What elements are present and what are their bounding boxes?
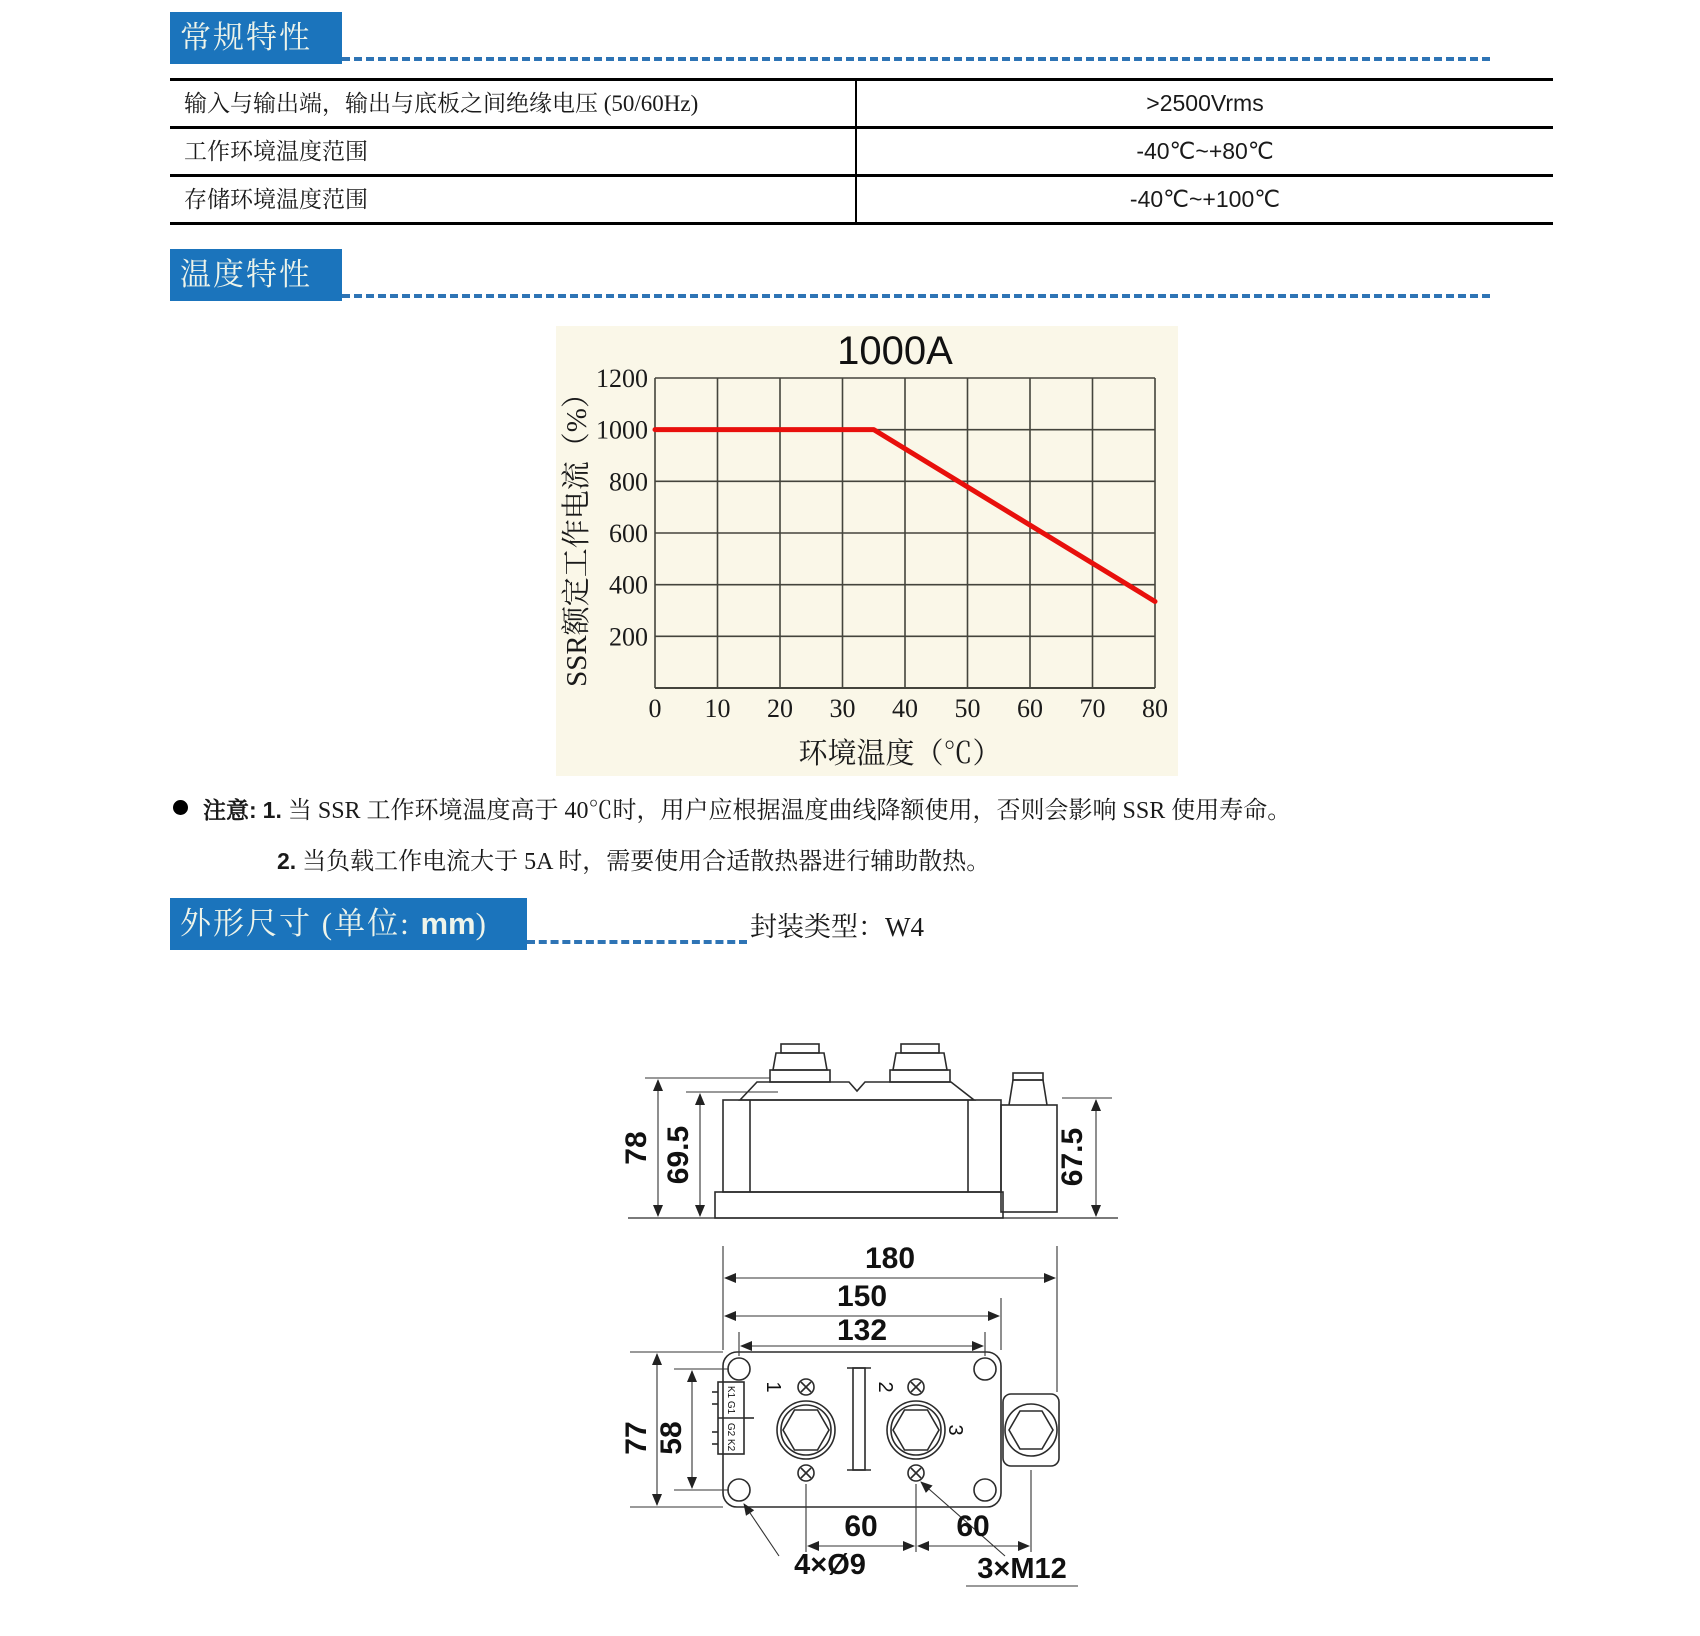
x-tick-label: 80 — [1142, 694, 1168, 723]
baseplate — [715, 1192, 1003, 1218]
y-tick-label: 800 — [609, 467, 648, 497]
screw-icon — [908, 1379, 924, 1395]
terminal-number-1: 1 — [762, 1381, 784, 1393]
connector-pin-labels-bottom: G2 K2 — [725, 1422, 736, 1452]
dim-total-width: 180 — [864, 1242, 916, 1275]
bullet-icon — [173, 800, 188, 815]
terminal-hex-1 — [777, 1379, 835, 1481]
dimensions-unit: mm — [420, 906, 476, 941]
spec-label: 存储环境温度范围 — [170, 177, 857, 222]
leader-mounting-holes — [744, 1504, 779, 1556]
spec-value: >2500Vrms — [1146, 90, 1264, 116]
note-number: 1. — [262, 797, 282, 823]
dim-total-depth: 77 — [620, 1421, 653, 1455]
terminal-stud-side-1 — [770, 1044, 830, 1082]
table-row — [170, 129, 1553, 177]
mounting-hole — [974, 1358, 996, 1380]
dim-body-height: 69.5 — [662, 1125, 695, 1185]
spec-label: 工作环境温度范围 — [170, 129, 857, 174]
terminal-barrier — [847, 1368, 871, 1470]
mounting-hole — [974, 1479, 996, 1501]
x-tick-label: 50 — [954, 694, 981, 723]
terminal-studs-label: 3×M12 — [977, 1553, 1067, 1585]
note-number: 2. — [277, 848, 297, 874]
housing-lid — [740, 1082, 974, 1100]
spec-value: -40℃~+100℃ — [1129, 186, 1281, 212]
section-header-temperature — [170, 249, 342, 301]
dim-hole-pitch-y: 58 — [655, 1421, 688, 1455]
table-row — [170, 177, 1553, 225]
x-tick-label: 10 — [704, 694, 731, 723]
y-tick-label: 1000 — [596, 415, 648, 445]
terminal-stud-side-3 — [1009, 1073, 1047, 1105]
note-line-1 — [203, 790, 1291, 825]
dim-terminal-pitch-2: 60 — [956, 1510, 990, 1543]
dim-terminal-pitch-1: 60 — [844, 1510, 878, 1543]
x-tick-label: 60 — [1017, 694, 1043, 723]
header-underline-temperature — [342, 294, 1490, 298]
spec-label: 输入与输出端，输出与底板之间绝缘电压 (50/60Hz) — [170, 81, 857, 126]
outline-drawing — [560, 1020, 1260, 1636]
section-title-general: 常规特性 — [180, 20, 312, 55]
dim-body-width: 150 — [836, 1280, 888, 1313]
y-axis-label: SSR额定工作电流（%） — [561, 379, 593, 687]
derating-chart — [556, 326, 1178, 776]
note-label: 注意: — [203, 797, 257, 823]
x-tick-label: 70 — [1079, 694, 1106, 723]
dim-right-height: 67.5 — [1056, 1127, 1089, 1187]
x-tick-label: 0 — [648, 694, 662, 723]
note-text: 当 SSR 工作环境温度高于 40℃时，用户应根据温度曲线降额使用，否则会影响 SSR 使用寿命。 — [287, 798, 1292, 824]
section-title-temperature: 温度特性 — [180, 257, 312, 292]
package-type-label: 封装类型：W4 — [750, 912, 924, 942]
terminal-stud-side-2 — [890, 1044, 950, 1082]
terminal-hex-3 — [1003, 1394, 1059, 1466]
chart-title: 1000A — [837, 329, 953, 373]
y-tick-label: 600 — [609, 519, 648, 548]
table-row — [170, 81, 1553, 129]
x-tick-label: 30 — [829, 694, 856, 723]
header-underline-dimensions — [527, 940, 747, 944]
spec-value: -40℃~+80℃ — [1136, 138, 1274, 164]
screw-icon — [798, 1379, 814, 1395]
section-header-dimensions — [170, 898, 527, 950]
y-tick-label: 1200 — [596, 364, 648, 393]
header-underline-general — [342, 57, 1490, 61]
screw-icon — [798, 1465, 814, 1481]
terminal-number-2: 2 — [874, 1381, 896, 1393]
housing-body — [723, 1100, 1001, 1192]
dim-hole-pitch-x: 132 — [836, 1314, 888, 1347]
top-view — [712, 1352, 1059, 1507]
section-header-general — [170, 12, 342, 64]
dimensions-suffix: ) — [475, 906, 488, 941]
mounting-hole — [728, 1358, 750, 1380]
spec-table — [170, 78, 1553, 225]
side-view — [628, 1044, 1118, 1218]
mounting-hole — [728, 1479, 750, 1501]
x-axis-label: 环境温度（℃） — [798, 738, 1002, 770]
screw-icon — [908, 1465, 924, 1481]
section-title-dimensions: 外形尺寸 (单位: — [180, 906, 421, 941]
mounting-holes-label: 4×Ø9 — [794, 1549, 866, 1581]
terminal-hex-2 — [887, 1379, 945, 1481]
dim-total-height: 78 — [620, 1131, 653, 1165]
note-line-2 — [277, 841, 990, 876]
x-tick-label: 20 — [767, 694, 793, 723]
terminal-number-3: 3 — [944, 1424, 966, 1436]
note-text: 当负载工作电流大于 5A 时，需要使用合适散热器进行辅助散热。 — [302, 849, 991, 875]
y-tick-label: 200 — [609, 622, 648, 652]
connector-pin-labels-top: K1 G1 — [725, 1385, 736, 1415]
y-tick-label: 400 — [609, 570, 648, 600]
x-tick-label: 40 — [892, 694, 918, 723]
right-terminal-block-side — [1001, 1105, 1057, 1212]
